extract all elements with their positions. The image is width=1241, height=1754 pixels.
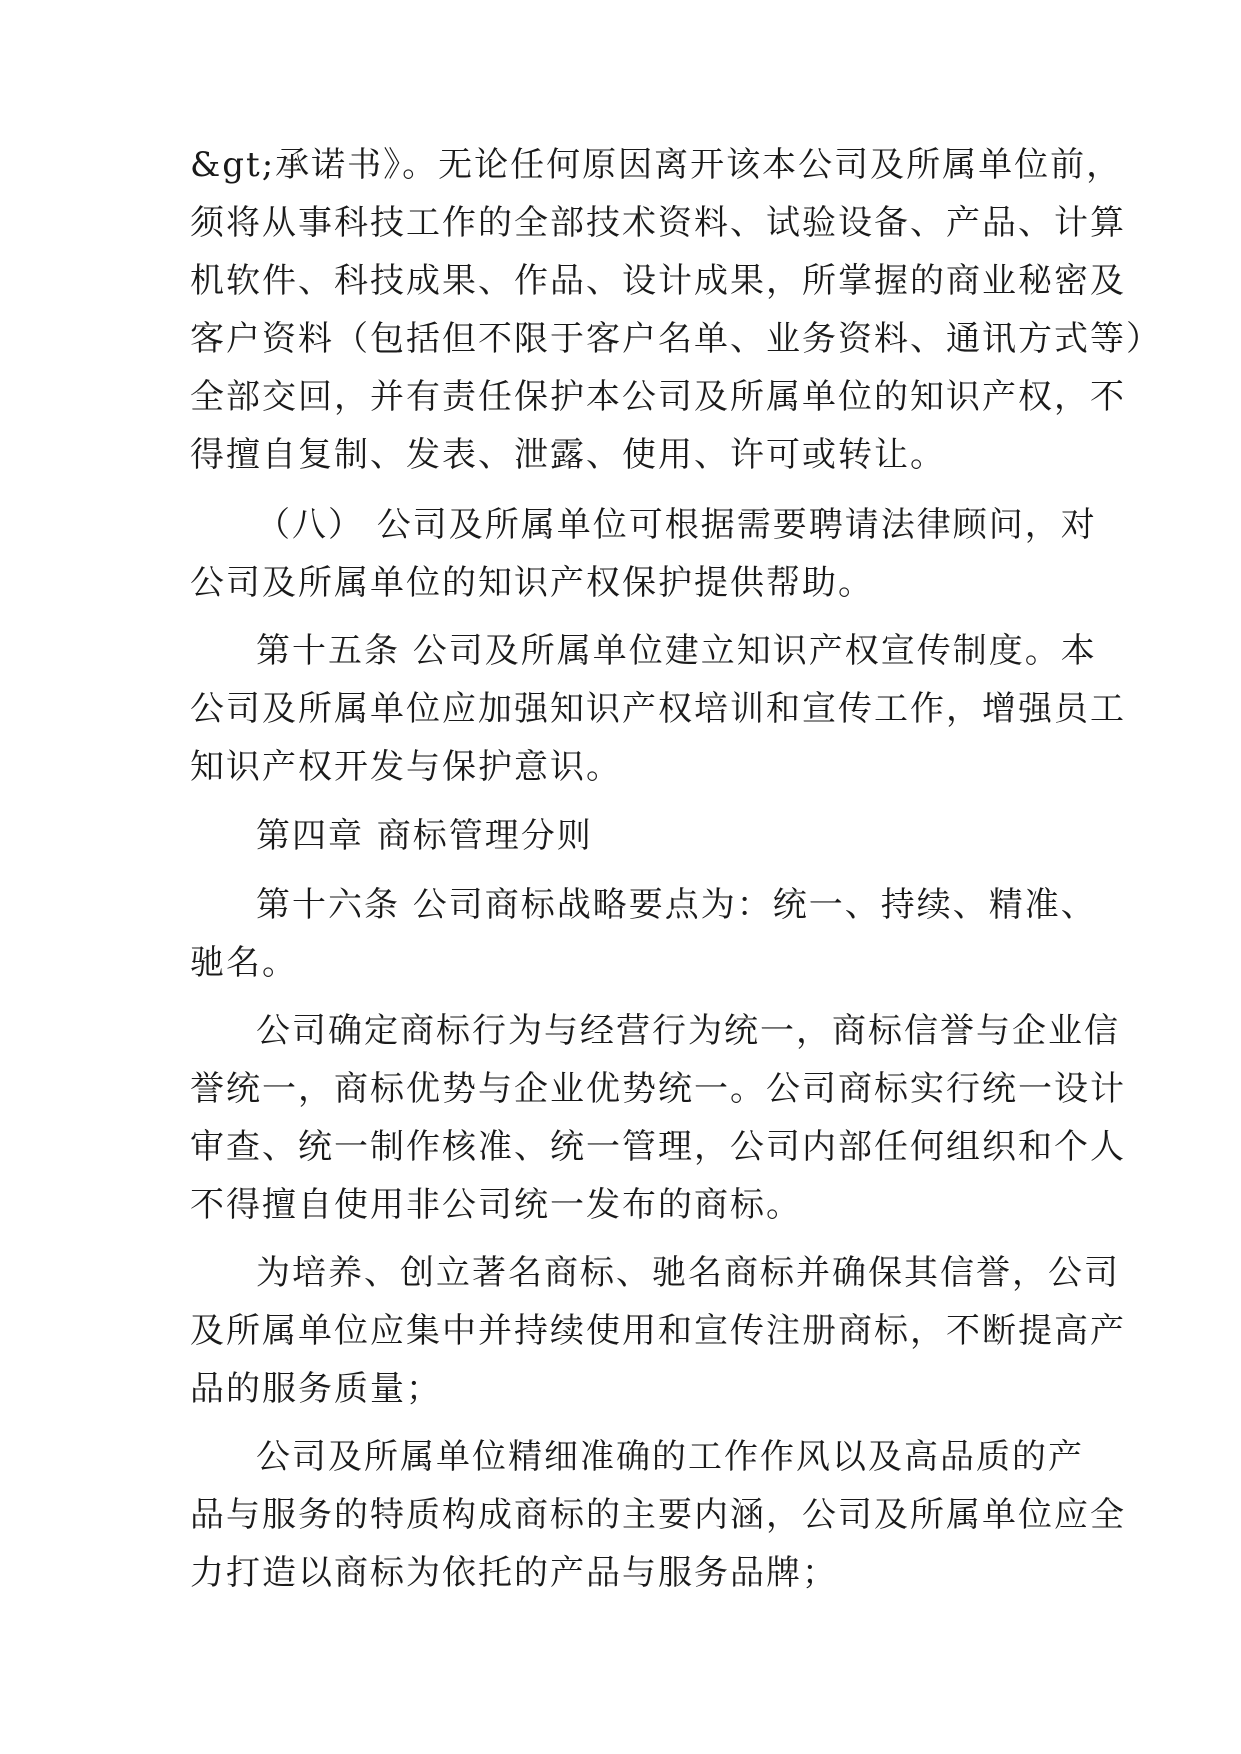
body-line: 誉统一，商标优势与企业优势统一。公司商标实行统一设计	[190, 1069, 1126, 1109]
body-line: 品与服务的特质构成商标的主要内涵，公司及所属单位应全	[190, 1495, 1126, 1535]
body-line: 第十六条 公司商标战略要点为：统一、持续、精准、	[256, 885, 1097, 925]
body-line: 品的服务质量；	[190, 1369, 442, 1409]
body-line: 驰名。	[190, 943, 298, 983]
body-line: 为培养、创立著名商标、驰名商标并确保其信誉，公司	[256, 1253, 1120, 1293]
body-line: 得擅自复制、发表、泄露、使用、许可或转让。	[190, 435, 946, 475]
body-line: 全部交回，并有责任保护本公司及所属单位的知识产权，不	[190, 377, 1126, 417]
body-line: 第十五条 公司及所属单位建立知识产权宣传制度。本	[256, 631, 1097, 671]
body-line: 公司及所属单位精细准确的工作作风以及高品质的产	[256, 1437, 1084, 1477]
body-line: 须将从事科技工作的全部技术资料、试验设备、产品、计算	[190, 203, 1126, 243]
body-line: 知识产权开发与保护意识。	[190, 747, 622, 787]
body-line: 审查、统一制作核准、统一管理，公司内部任何组织和个人	[190, 1127, 1126, 1167]
body-line: 不得擅自使用非公司统一发布的商标。	[190, 1185, 802, 1225]
body-line: （八） 公司及所属单位可根据需要聘请法律顾问，对	[256, 505, 1097, 545]
body-line: 公司及所属单位的知识产权保护提供帮助。	[190, 563, 874, 603]
chapter-heading: 第四章 商标管理分则	[256, 816, 593, 856]
body-line: 公司确定商标行为与经营行为统一，商标信誉与企业信	[256, 1011, 1120, 1051]
body-line: 机软件、科技成果、作品、设计成果，所掌握的商业秘密及	[190, 261, 1126, 301]
body-line: 力打造以商标为依托的产品与服务品牌；	[190, 1553, 838, 1593]
body-line: 客户资料（包括但不限于客户名单、业务资料、通讯方式等）	[190, 319, 1162, 359]
body-line: 公司及所属单位应加强知识产权培训和宣传工作，增强员工	[190, 689, 1126, 729]
body-line: 及所属单位应集中并持续使用和宣传注册商标，不断提高产	[190, 1311, 1126, 1351]
body-line: &gt;承诺书》。无论任何原因离开该本公司及所属单位前，	[190, 145, 1123, 185]
